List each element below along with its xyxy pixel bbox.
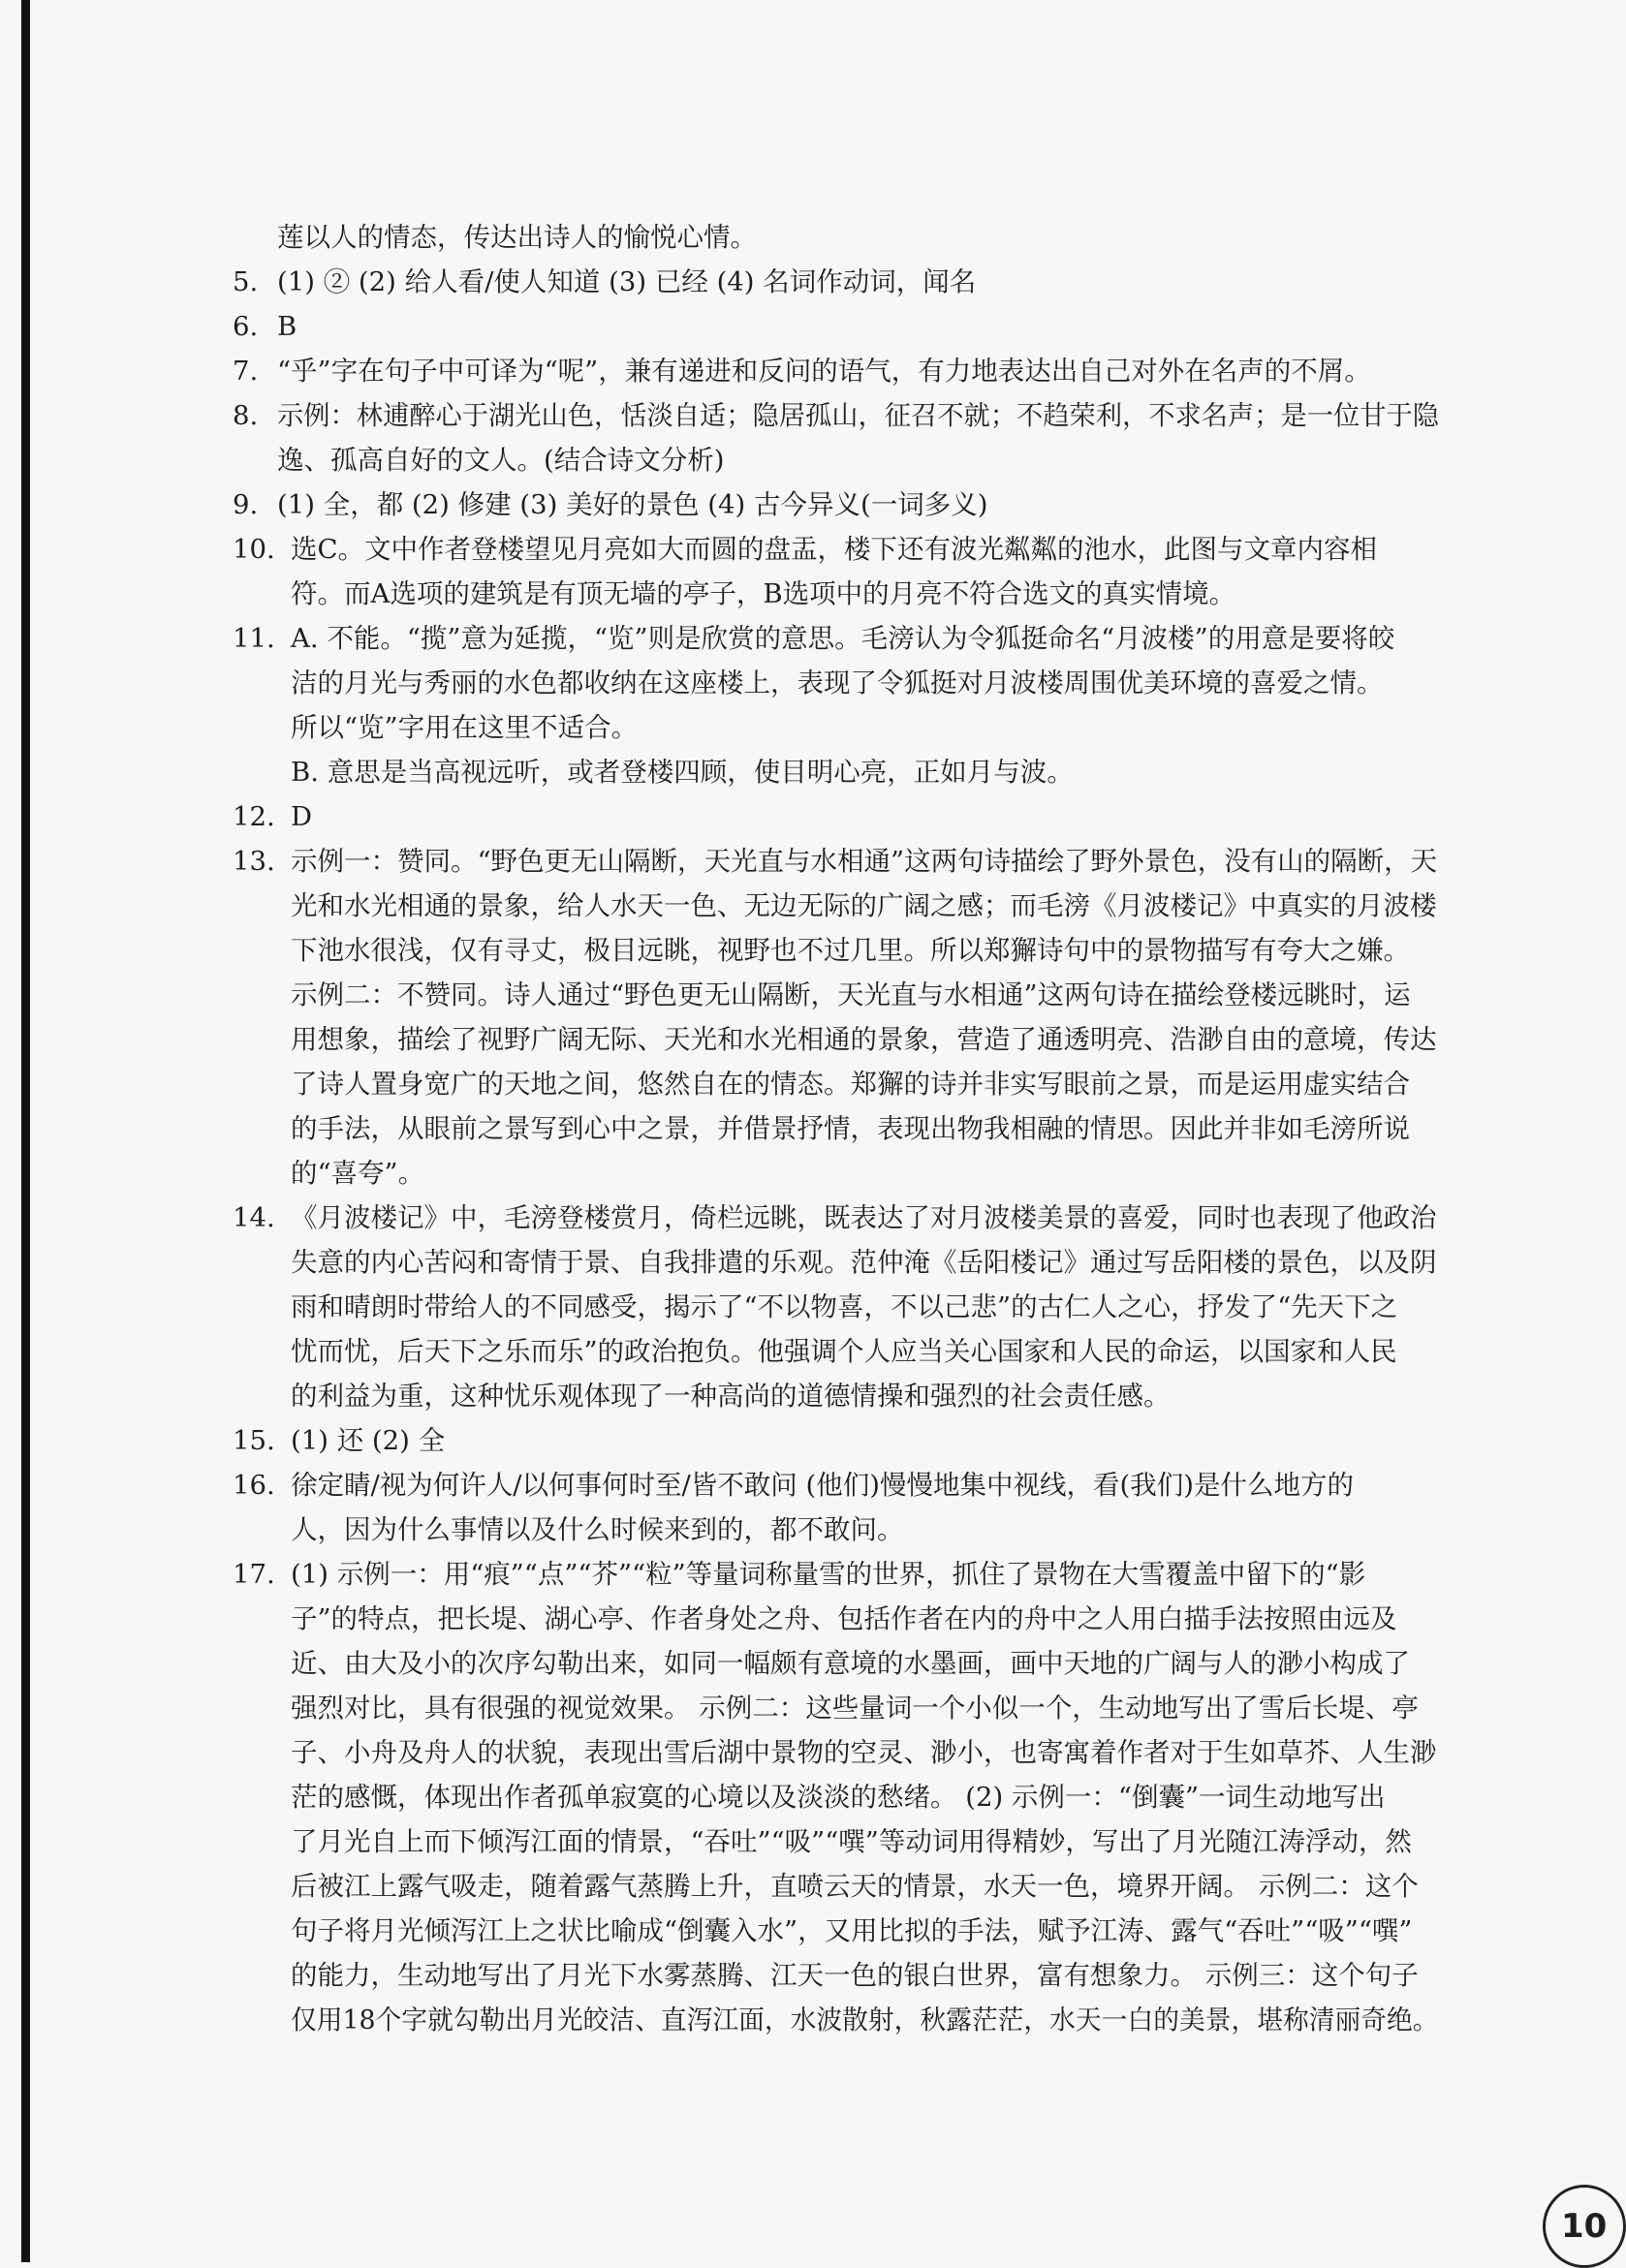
answer-text: 仅用18个字就勾勒出月光皎洁、直泻江面，水波散射，秋露茫茫，水天一白的美景，堪称清丽奇绝。 [291,2004,1439,2035]
answer-line [233,1507,1439,1552]
answer-text: 子、小舟及舟人的状貌，表现出雪后湖中景物的空灵、渺小，也寄寓着作者对于生如草芥、人生渺 [291,1737,1437,1768]
answer-text: 示例一：赞同。“野色更无山隔断，天光直与水相通”这两句诗描绘了野外景色，没有山的隔断，天 [291,846,1438,877]
answer-text: 光和水光相通的景象，给人水天一色、无边无际的广阔之感；而毛滂《月波楼记》中真实的月波楼 [291,890,1437,921]
page-number: 10 [1561,2207,1608,2246]
answer-text: 所以“览”字用在这里不适合。 [291,712,639,743]
answer-text: A. 不能。“揽”意为延揽，“览”则是欣赏的意思。毛滂认为令狐挺命名“月波楼”的用意是要将皎 [291,623,1395,654]
answer-text: 莲以人的情态，传达出诗人的愉悦心情。 [277,222,757,253]
answer-number: 7. [233,356,259,387]
answer-line [233,1329,1439,1374]
answer-line [233,1106,1439,1151]
answer-text: 了诗人置身宽广的天地之间，悠然自在的情态。郑獬的诗并非实写眼前之景，而是运用虚实结合 [291,1069,1410,1100]
answer-text: 近、由大及小的次序勾勒出来，如同一幅颇有意境的水墨画，画中天地的广阔与人的渺小构成了 [291,1648,1410,1679]
answer-line [233,527,1439,572]
answer-text: (1) 全，都 (2) 修建 (3) 美好的景色 (4) 古今异义(一词多义) [277,489,988,520]
answer-line [233,1641,1439,1686]
answer-line [233,1998,1439,2042]
answer-line [233,1196,1439,1240]
answer-number: 9. [233,489,259,520]
answer-text: 的利益为重，这种忧乐观体现了一种高尚的道德情操和强烈的社会责任感。 [291,1381,1171,1412]
answer-number: 17. [233,1559,275,1590]
answer-line [233,1151,1439,1196]
answer-text: 逸、孤高自好的文人。(结合诗文分析) [277,445,725,476]
answer-text: 下池水很浅，仅有寻丈，极目远眺，视野也不过几里。所以郑獬诗句中的景物描写有夸大之嫌。 [291,935,1410,966]
answer-line [233,928,1439,973]
answer-text: B [277,311,297,342]
answer-line [233,393,1439,438]
answer-line [233,1374,1439,1418]
answer-line [233,1686,1439,1730]
answer-line [233,1418,1439,1463]
answer-text: (1) ② (2) 给人看/使人知道 (3) 已经 (4) 名词作动词，闻名 [277,266,977,297]
answer-line [233,304,1439,349]
answer-line [233,705,1439,750]
answer-number: 6. [233,311,259,342]
answer-text: 的手法，从眼前之景写到心中之景，并借景抒情，表现出物我相融的情思。因此并非如毛滂所说 [291,1113,1410,1144]
answer-line [233,1909,1439,1953]
answer-text: 茫的感慨，体现出作者孤单寂寞的心境以及淡淡的愁绪。 (2) 示例一：“倒囊”一词生动地写出 [291,1782,1386,1813]
answer-line [233,1730,1439,1775]
answer-text: 符。而A选项的建筑是有顶无墙的亭子，B选项中的月亮不符合选文的真实情境。 [291,578,1236,609]
answer-text: 洁的月光与秀丽的水色都收纳在这座楼上，表现了令狐挺对月波楼周围优美环境的喜爱之情。 [291,668,1384,699]
answer-text: 句子将月光倾泻江上之状比喻成“倒囊入水”，又用比拟的手法，赋予江涛、露气“吞吐”“吸”“噀” [291,1915,1413,1946]
answer-line [233,1285,1439,1329]
answer-text: 后被江上露气吸走，随着露气蒸腾上升，直喷云天的情景，水天一色，境界开阔。 示例二：这个 [291,1871,1419,1902]
answer-line [233,215,1439,260]
answer-number: 12. [233,801,275,832]
answer-text: 强烈对比，具有很强的视觉效果。 示例二：这些量词一个小似一个，生动地写出了雪后长堤、亭 [291,1693,1419,1724]
answer-line [233,1597,1439,1641]
answer-text: 雨和晴朗时带给人的不同感受，揭示了“不以物喜，不以己悲”的古仁人之心，抒发了“先天下之 [291,1291,1398,1322]
answer-text: 人，因为什么事情以及什么时候来到的，都不敢问。 [291,1514,904,1545]
answer-text: 失意的内心苦闷和寄情于景、自我排遣的乐观。范仲淹《岳阳楼记》通过写岳阳楼的景色，以及阴 [291,1247,1437,1278]
answer-content [233,215,1439,2042]
answer-line [233,1062,1439,1106]
answer-line [233,349,1439,393]
answer-text: 了月光自上而下倾泻江面的情景，“吞吐”“吸”“噀”等动词用得精妙，写出了月光随江涛浮动，然 [291,1826,1412,1857]
answer-line [233,661,1439,705]
answer-line [233,482,1439,527]
answer-line [233,1463,1439,1507]
answer-text: 的“喜夸”。 [291,1158,425,1189]
answer-line [233,839,1439,884]
answer-line [233,973,1439,1017]
answer-text: 示例二：不赞同。诗人通过“野色更无山隔断，天光直与水相通”这两句诗在描绘登楼远眺时，运 [291,979,1411,1010]
answer-text: 子”的特点，把长堤、湖心亭、作者身处之舟、包括作者在内的舟中之人用白描手法按照由远及 [291,1603,1397,1634]
answer-line [233,1017,1439,1062]
page-binding-edge [21,0,30,2262]
answer-text: 的能力，生动地写出了月光下水雾蒸腾、江天一色的银白世界，富有想象力。 示例三：这个句子 [291,1960,1419,1991]
answer-line [233,616,1439,661]
answer-number: 13. [233,846,275,877]
answer-number: 10. [233,534,275,565]
answer-text: D [291,801,313,832]
answer-line [233,1819,1439,1864]
answer-line [233,1953,1439,1998]
answer-line [233,750,1439,794]
answer-text: (1) 还 (2) 全 [291,1425,446,1456]
answer-text: 徐定睛/视为何许人/以何事何时至/皆不敢问 (他们)慢慢地集中视线，看(我们)是什么地方的 [291,1470,1354,1501]
answer-text: “乎”字在句子中可译为“呢”，兼有递进和反问的语气，有力地表达出自己对外在名声的不屑。 [277,356,1371,387]
answer-text: 选C。文中作者登楼望见月亮如大而圆的盘盂，楼下还有波光粼粼的池水，此图与文章内容相 [291,534,1378,565]
answer-number: 15. [233,1425,275,1456]
page-number-badge [1543,2185,1626,2268]
answer-number: 5. [233,266,259,297]
answer-line [233,1552,1439,1597]
answer-number: 8. [233,400,259,431]
answer-text: 用想象，描绘了视野广阔无际、天光和水光相通的景象，营造了通透明亮、浩渺自由的意境，传达 [291,1024,1437,1055]
answer-line [233,884,1439,928]
answer-text: 示例：林逋醉心于湖光山色，恬淡自适；隐居孤山，征召不就；不趋荣利，不求名声；是一位甘于隐 [277,400,1439,431]
answer-line [233,1775,1439,1819]
answer-line [233,438,1439,482]
answer-text: 《月波楼记》中，毛滂登楼赏月，倚栏远眺，既表达了对月波楼美景的喜爱，同时也表现了他政治 [291,1202,1437,1233]
answer-line [233,1240,1439,1285]
answer-line [233,1864,1439,1909]
answer-number: 11. [233,623,275,654]
answer-line [233,794,1439,839]
answer-line [233,260,1439,304]
answer-number: 16. [233,1470,275,1501]
answer-text: (1) 示例一：用“痕”“点”“芥”“粒”等量词称量雪的世界，抓住了景物在大雪覆盖中留下的“影 [291,1559,1366,1590]
answer-number: 14. [233,1202,275,1233]
answer-line [233,572,1439,616]
answer-text: B. 意思是当高视远听，或者登楼四顾，使目明心亮，正如月与波。 [291,757,1074,788]
answer-text: 忧而忧，后天下之乐而乐”的政治抱负。他强调个人应当关心国家和人民的命运，以国家和人民 [291,1336,1397,1367]
